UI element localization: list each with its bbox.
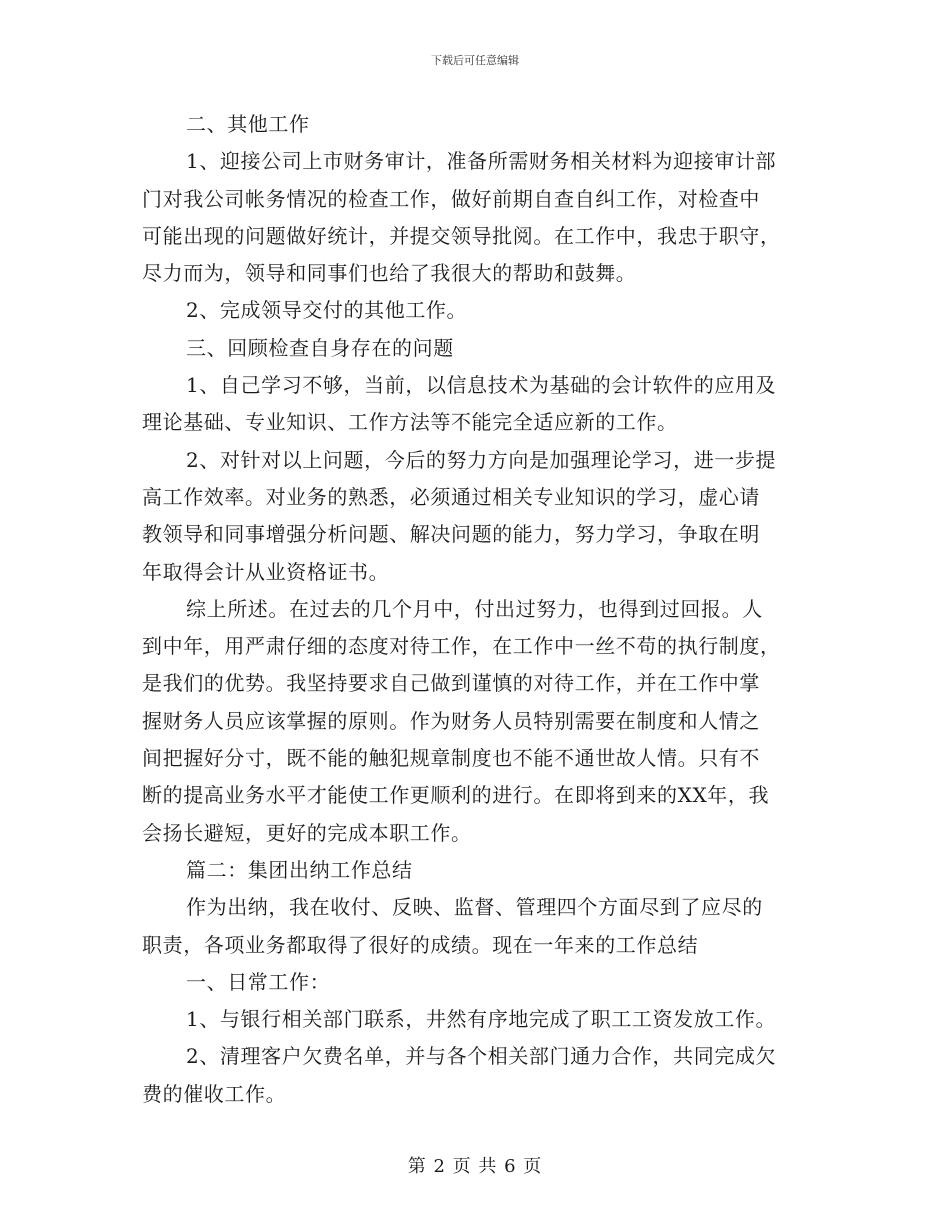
text-line: 可能出现的问题做好统计，并提交领导批阅。在工作中，我忠于职守， (142, 223, 781, 248)
document-body (142, 106, 810, 1113)
text-line: 尽力而为，领导和同事们也给了我很大的帮助和鼓舞。 (142, 261, 637, 286)
text-line: 间把握好分寸，既不能的触犯规章制度也不能不通世故人情。只有不 (142, 746, 760, 771)
text-line: 1、迎接公司上市财务审计，准备所需财务相关材料为迎接审计部 (186, 149, 777, 174)
page-footer: 第 2 页 共 6 页 (407, 1156, 543, 1177)
text-line: 是我们的优势。我坚持要求自己做到谨慎的对待工作，并在工作中掌 (142, 671, 760, 696)
text-line: 年取得会计从业资格证书。 (142, 559, 390, 584)
text-line: 一、日常工作： (186, 969, 331, 994)
text-line: 费的催收工作。 (142, 1081, 287, 1106)
text-line: 2、清理客户欠费名单，并与各个相关部门通力合作，共同完成欠 (186, 1044, 777, 1069)
page-header: 下载后可任意编辑 (431, 54, 519, 67)
text-line: 断的提高业务水平才能使工作更顺利的进行。在即将到来的XX年，我 (142, 783, 770, 808)
text-line: 握财务人员应该掌握的原则。作为财务人员特别需要在制度和人情之 (142, 708, 760, 733)
text-line: 教领导和同事增强分析问题、解决问题的能力，努力学习，争取在明 (142, 522, 760, 547)
text-line: 三、回顾检查自身存在的问题 (186, 335, 454, 360)
text-line: 会扬长避短，更好的完成本职工作。 (142, 820, 472, 845)
text-line: 二、其他工作 (186, 112, 310, 136)
text-line: 1、自己学习不够，当前，以信息技术为基础的会计软件的应用及 (186, 373, 777, 398)
text-line: 门对我公司帐务情况的检查工作，做好前期自查自纠工作，对检查中 (142, 186, 760, 211)
text-line: 2、完成领导交付的其他工作。 (186, 298, 468, 323)
text-line: 职责，各项业务都取得了很好的成绩。现在一年来的工作总结 (142, 932, 699, 957)
text-line: 理论基础、专业知识、工作方法等不能完全适应新的工作。 (142, 410, 678, 435)
text-line: 到中年，用严肃仔细的态度对待工作，在工作中一丝不苟的执行制度， (142, 634, 781, 659)
text-line: 篇二：集团出纳工作总结 (186, 857, 413, 882)
text-line: 作为出纳，我在收付、反映、监督、管理四个方面尽到了应尽的 (186, 895, 763, 920)
text-line: 2、对针对以上问题，今后的努力方向是加强理论学习，进一步提 (186, 447, 777, 472)
text-line: 高工作效率。对业务的熟悉，必须通过相关专业知识的学习，虚心请 (142, 484, 760, 509)
text-line: 1、与银行相关部门联系，井然有序地完成了职工工资发放工作。 (186, 1007, 777, 1032)
text-line: 综上所述。在过去的几个月中，付出过努力，也得到过回报。人 (186, 596, 763, 621)
